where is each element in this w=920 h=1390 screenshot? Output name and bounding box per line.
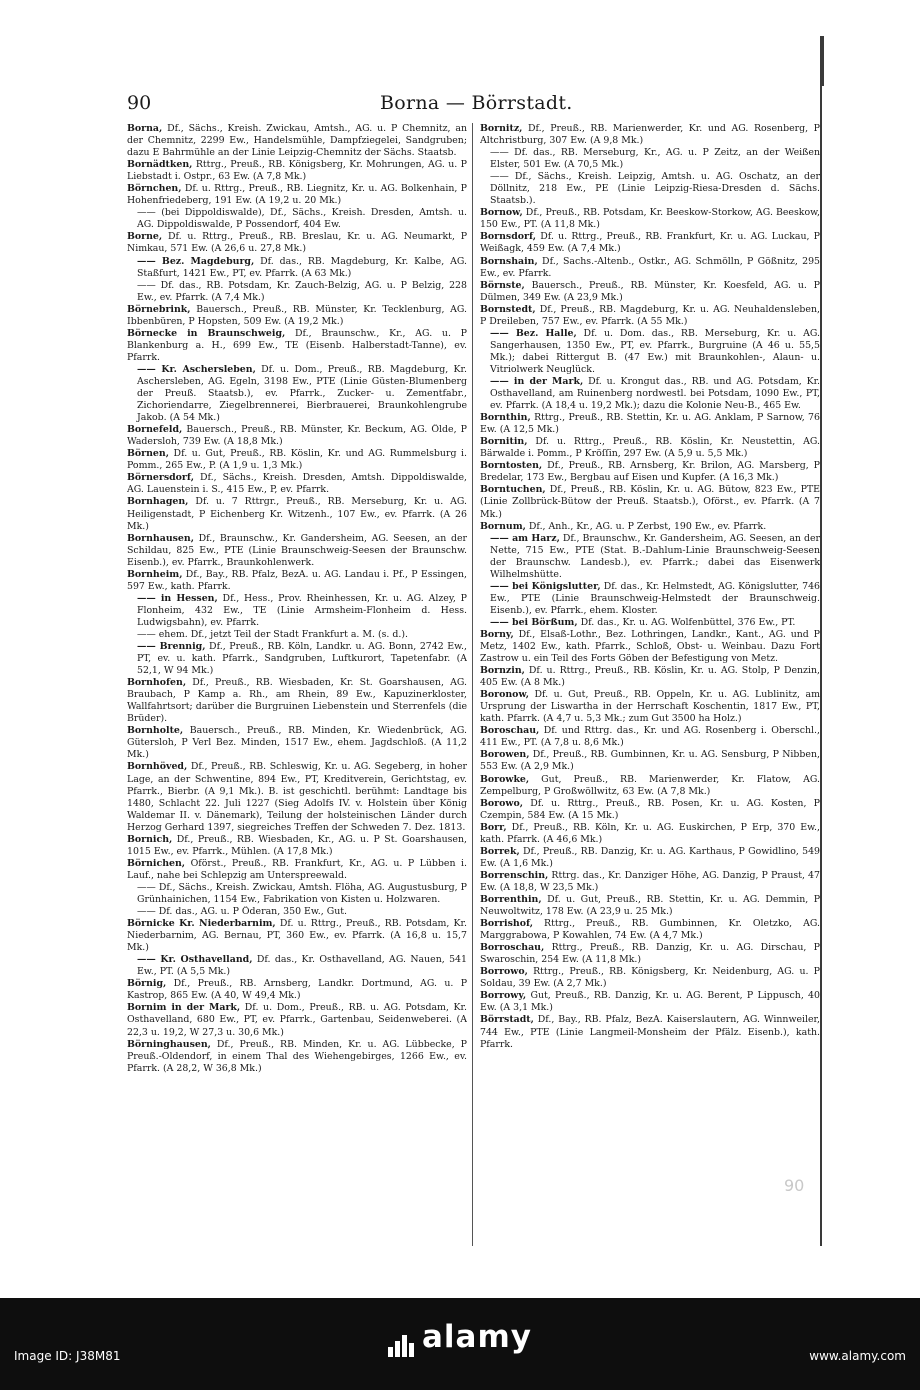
entry-headword: Bornhagen, <box>127 496 189 508</box>
entry-text: Gut, Preuß., RB. Marienwerder, Kr. Flatow, AG. Zempelburg, P Großwöllwitz, 63 Ew. (A 7,8 Mk.) <box>480 773 820 797</box>
dictionary-entry <box>127 207 467 231</box>
entry-text: Df. das., Kr. Osthavelland, AG. Nauen, 541 Ew., PT. (A 5,5 Mk.) <box>137 954 467 978</box>
entry-text: Df., Sächs., Kreish. Zwickau, Amtsh., AG. u. P Chemnitz, an der Chemnitz, 2299 Ew., Handelsmühle, Dampfziegelei, Sandgruben; dazu E Bahrmühle an der Linie Leipzig-Chemnitz der Sächs. Staatsb. <box>127 123 467 159</box>
entry-text: Gut, Preuß., RB. Danzig, Kr. u. AG. Berent, P Lippusch, 40 Ew. (A 3,1 Mk.) <box>480 990 820 1014</box>
entry-text: Bauersch., Preuß., RB. Münster, Kr. Beckum, AG. Ölde, P Wadersloh, 739 Ew. (A 18,8 Mk.) <box>127 424 467 448</box>
entry-text: Oförst., Preuß., RB. Frankfurt, Kr., AG. u. P Lübben i. Lauf., nahe bei Schlepzig am Unterspreewald. <box>127 857 467 881</box>
entry-text: Df. u. Rttrg., Preuß., RB. Breslau, Kr. u. AG. Neumarkt, P Nimkau, 571 Ew. (A 26,6 u. 27,8 Mk.) <box>127 231 467 255</box>
entry-headword: Bornich, <box>127 833 173 845</box>
entry-headword: Bornhofen, <box>127 677 187 689</box>
entry-text: Bauersch., Preuß., RB. Münster, Kr. Tecklenburg, AG. Ibbenbüren, P Hopsten, 509 Ew. (A 19,2 Mk.) <box>127 303 467 327</box>
dictionary-entry <box>480 846 820 870</box>
entry-headword: —— Kr. Aschersleben, <box>137 363 256 375</box>
entry-headword: Borny, <box>480 628 514 640</box>
entry-text: Bauersch., Preuß., RB. Minden, Kr. Wiedenbrück, AG. Gütersloh, P Verl Bez. Minden, 1517 Ew., ehem. Jagdschloß. (A 11,2 Mk.) <box>127 725 467 761</box>
dictionary-entry <box>127 472 467 496</box>
dictionary-entry <box>480 280 820 304</box>
entry-headword: Börrstadt, <box>480 1014 534 1026</box>
entry-headword: Borntuchen, <box>480 484 546 496</box>
entry-headword: Borr, <box>480 821 507 833</box>
dictionary-entry <box>480 123 820 147</box>
entry-text: Df., Preuß., RB. Minden, Kr. u. AG. Lübbecke, P Preuß.-Oldendorf, in einem Thal des Wiehengebirges, 1266 Ew., ev. Pfarrk. (A 28,2, W 36,8 Mk.) <box>127 1038 467 1074</box>
entry-headword: Borowo, <box>480 797 523 809</box>
dictionary-entry <box>480 171 820 207</box>
dictionary-entry <box>480 725 820 749</box>
entry-text: Df., Preuß., RB. Arnsberg, Kr. Brilon, AG. Marsberg, P Bredelar, 173 Ew., Bergbau auf Eisen und Kupfer. (A 16,3 Mk.) <box>480 460 820 484</box>
entry-text: Df., Braunschw., Kr. Gandersheim, AG. Seesen, an der Nette, 715 Ew., PTE (Stat. B.-Dahlum-Linie Braunschweig-Seesen der Braunschw. Landesb.), ev. Pfarrk.; dabei das Eisenwerk Wilhelmshütte. <box>490 532 820 580</box>
entry-headword: Bornum, <box>480 520 526 532</box>
left-column <box>127 123 467 1075</box>
entry-text: Df. u. Dom., Preuß., RB. Magdeburg, Kr. Aschersleben, AG. Egeln, 3198 Ew., PTE (Linie Güsten-Blumenberg der Preuß. Staatsb.), ev. Pfarrk., Zucker- u. Zementfabr., Zichoriendarre, Ziegelbrennerei, Bierbrauerei, Braunkohlengrube Jakob. (A 54 Mk.) <box>137 363 467 424</box>
entry-text: Df., Preuß., RB. Schleswig, Kr. u. AG. Segeberg, in hoher Lage, an der Schwentine, 894 Ew., PT, Kreditverein, Gerichtstag, ev. Pfarrk., Bierbr. (A 9,1 Mk.). B. ist geschichtl. berühmt: Landtage bis 1480, Schlacht 22. Juli 1227 (Sieg Adolfs IV. v. Holstein über König Waldemar II. v. Dänemark), Teilung der holsteinischen Länder durch Herzog Gerhard 1397, siegreiches Treffen der Schweden 7. Dez. 1813. <box>127 761 467 833</box>
entry-text: —— Df., Sächs., Kreish. Zwickau, Amtsh. Flöha, AG. Augustusburg, P Grünhainichen, 1154 Ew., Fabrikation von Kisten u. Holzwaren. <box>137 881 467 905</box>
dictionary-entry <box>480 484 820 520</box>
dictionary-entry <box>480 1014 820 1050</box>
dictionary-entry <box>127 256 467 280</box>
entry-text: Df. u. Gut, Preuß., RB. Oppeln, Kr. u. AG. Lublinitz, am Ursprung der Liswartha in der Herrschaft Koschentin, 1817 Ew., PT, kath. Pfarrk. (A 4,7 u. 5,3 Mk.; zum Gut 3500 ha Holz.) <box>480 689 820 725</box>
entry-text: Df., Hess., Prov. Rheinhessen, Kr. u. AG. Alzey, P Flonheim, 432 Ew., TE (Linie Armsheim-Flonheim d. Hess. Ludwigsbahn), ev. Pfarrk. <box>137 592 467 628</box>
entry-headword: Bornitz, <box>480 123 523 134</box>
dictionary-entry <box>127 882 467 906</box>
entry-text: Df., Braunschw., Kr., AG. u. P Blankenburg a. H., 699 Ew., TE (Eisenb. Halberstadt-Tanne), ev. Pfarrk. <box>127 327 467 363</box>
entry-headword: Bornhöved, <box>127 761 188 773</box>
entry-headword: Börnichen, <box>127 857 186 869</box>
entry-headword: Bornitin, <box>480 436 528 448</box>
dictionary-entry <box>480 256 820 280</box>
dictionary-entry <box>127 593 467 629</box>
dictionary-entry <box>480 629 820 665</box>
dictionary-entry <box>127 183 467 207</box>
dictionary-entry <box>480 689 820 725</box>
entry-text: Df., Sächs., Kreish. Dresden, Amtsh. Dippoldiswalde, AG. Lauenstein i. S., 415 Ew., P, ev. Pfarrk. <box>127 472 467 496</box>
entry-headword: Bornthin, <box>480 412 531 424</box>
dictionary-entry <box>127 954 467 978</box>
dictionary-entry <box>480 798 820 822</box>
entry-text: Df., Preuß., RB. Potsdam, Kr. Beeskow-Storkow, AG. Beeskow, 150 Ew., PT. (A 11,8 Mk.) <box>480 207 820 231</box>
dictionary-entry <box>127 159 467 183</box>
dictionary-entry <box>127 569 467 593</box>
dictionary-entry <box>127 761 467 833</box>
running-title: Borna — Börrstadt. <box>380 92 573 114</box>
dictionary-entry <box>127 918 467 954</box>
entry-headword: Börnste, <box>480 279 525 291</box>
entry-text: Df., Preuß., RB. Danzig, Kr. u. AG. Karthaus, P Gowidlino, 549 Ew. (A 1,6 Mk.) <box>480 845 820 869</box>
entry-text: Df. und Rttrg. das., Kr. und AG. Rosenberg i. Oberschl., 411 Ew., PT. (A 7,8 u. 8,6 Mk.) <box>480 725 820 749</box>
entry-headword: Bornholte, <box>127 725 184 737</box>
entry-text: Df., Preuß., RB. Magdeburg, Kr. u. AG. Neuhaldensleben, P Dreileben, 757 Ew., ev. Pfarrk. (A 55 Mk.) <box>480 303 820 327</box>
dictionary-entry <box>480 521 820 533</box>
dictionary-entry <box>127 123 467 159</box>
dictionary-entry <box>127 725 467 761</box>
dictionary-entry <box>480 870 820 894</box>
entry-text: —— ehem. Df., jetzt Teil der Stadt Frankfurt a. M. (s. d.). <box>137 628 408 640</box>
dictionary-entry <box>480 822 820 846</box>
entry-headword: —— bei Königslutter, <box>490 580 601 592</box>
entry-headword: —— Kr. Osthavelland, <box>137 954 253 966</box>
dictionary-entry <box>480 918 820 942</box>
entry-headword: Börnig, <box>127 978 167 990</box>
dictionary-entry <box>127 858 467 882</box>
entry-text: Df., Bay., RB. Pfalz, BezA. Kaiserslautern, AG. Winnweiler, 744 Ew., PTE (Linie Langmeil-Monsheim der Pfälz. Eisenb.), kath. Pfarrk. <box>480 1014 820 1050</box>
dictionary-entry <box>127 364 467 424</box>
entry-text: Rttrg., Preuß., RB. Königsberg, Kr. Neidenburg, AG. u. P Soldau, 39 Ew. (A 2,7 Mk.) <box>480 966 820 990</box>
dictionary-entry <box>127 906 467 918</box>
entry-text: Df. das., RB. Magdeburg, Kr. Kalbe, AG. Staßfurt, 1421 Ew., PT, ev. Pfarrk. (A 63 Mk.) <box>137 255 467 279</box>
dictionary-entry <box>480 412 820 436</box>
dictionary-entry <box>127 280 467 304</box>
dictionary-entry <box>127 304 467 328</box>
entry-text: —— Df. das., RB. Potsdam, Kr. Zauch-Belzig, AG. u. P Belzig, 228 Ew., ev. Pfarrk. (A 7,4 Mk.) <box>137 279 467 303</box>
entry-headword: —— am Harz, <box>490 532 560 544</box>
entry-headword: —— Bez. Halle, <box>490 327 577 339</box>
entry-text: Df. u. Rttrg., Preuß., RB. Köslin, Kr. Neustettin, AG. Bärwalde i. Pomm., P Kröſſin, 297 Ew. (A 5,9 u. 5,5 Mk.) <box>480 436 820 460</box>
entry-headword: Bornim in der Mark, <box>127 1002 241 1014</box>
entry-headword: Borne, <box>127 231 163 243</box>
dictionary-entry <box>480 617 820 629</box>
site-url: www.alamy.com <box>809 1349 906 1363</box>
dictionary-entry <box>480 942 820 966</box>
entry-headword: Bornefeld, <box>127 424 183 436</box>
entry-headword: Borrowy, <box>480 990 527 1002</box>
entry-headword: Bornshain, <box>480 255 538 267</box>
entry-headword: —— bei Börßum, <box>490 616 578 628</box>
dictionary-entry <box>127 424 467 448</box>
entry-text: Rttrg., Preuß., RB. Gumbinnen, Kr. Oletzko, AG. Marggrabowa, P Kowahlen, 74 Ew. (A 4,7 Mk.) <box>480 918 820 942</box>
entry-text: Df. u. Gut, Preuß., RB. Stettin, Kr. u. AG. Demmin, P Neuwoltwitz, 178 Ew. (A 23,9 u. 25 Mk.) <box>480 894 820 918</box>
entry-headword: Börnchen, <box>127 183 182 195</box>
entry-text: Rttrg. das., Kr. Danziger Höhe, AG. Danzig, P Praust, 47 Ew. (A 18,8, W 23,5 Mk.) <box>480 869 820 893</box>
entry-text: —— (bei Dippoldiswalde), Df., Sächs., Kreish. Dresden, Amtsh. u. AG. Dippoldiswalde, P Possendorf, 404 Ew. <box>137 207 467 231</box>
entry-text: Df. u. Rttrg., Preuß., RB. Potsdam, Kr. Niederbarnim, AG. Bernau, PT, 360 Ew., ev. Pfarrk. (A 16,8 u. 15,7 Mk.) <box>127 918 467 954</box>
entry-headword: —— in Hessen, <box>137 592 218 604</box>
entry-headword: Börnicke Kr. Niederbarnim, <box>127 918 276 930</box>
entry-text: Df., Preuß., RB. Marienwerder, Kr. und AG. Rosenberg, P Altchristburg, 307 Ew. (A 9,8 Mk.) <box>480 123 820 147</box>
entry-text: Df. u. Dom. das., RB. Merseburg, Kr. u. AG. Sangerhausen, 1350 Ew., PT, ev. Pfarrk., Burgruine (A 46 u. 55,5 Mk.); dabei Rittergut B. (47 Ew.) mit Braunkohlen-, Alaun- u. Vitriolwerk Neuglück. <box>490 327 820 375</box>
dictionary-entry <box>480 533 820 581</box>
entry-text: Df. u. 7 Rttrgr., Preuß., RB. Merseburg, Kr. u. AG. Heiligenstadt, P Eichenberg Kr. Witzenh., 107 Ew., ev. Pfarrk. (A 26 Mk.) <box>127 496 467 532</box>
entry-text: Rttrg., Preuß., RB. Stettin, Kr. u. AG. Anklam, P Sarnow, 76 Ew. (A 12,5 Mk.) <box>480 412 820 436</box>
entry-text: Df., Braunschw., Kr. Gandersheim, AG. Seesen, an der Schildau, 825 Ew., PTE (Linie Braunschweig-Seesen der Braunschw. Eisenb.), ev. Pfarrk., Braunkohlenwerk. <box>127 532 467 568</box>
entry-text: —— Df., Sächs., Kreish. Leipzig, Amtsh. u. AG. Oschatz, an der Döllnitz, 218 Ew., PE (Linie Leipzig-Riesa-Dresden d. Sächs. Staatsb.). <box>490 171 820 207</box>
brand-bars-icon <box>388 1321 416 1357</box>
dictionary-entry <box>127 978 467 1002</box>
dictionary-entry <box>480 990 820 1014</box>
entry-headword: Bornheim, <box>127 568 183 580</box>
entry-headword: Börnecke in Braunschweig, <box>127 327 286 339</box>
dictionary-entry <box>480 328 820 376</box>
entry-text: Df. das., Kr. Helmstedt, AG. Königslutter, 746 Ew., PTE (Linie Braunschweig-Helmstedt der Braunschweig. Eisenb.), ev. Pfarrk., ehem. Kloster. <box>490 580 820 616</box>
dictionary-entry <box>480 966 820 990</box>
entry-text: Df. u. Gut, Preuß., RB. Köslin, Kr. und AG. Rummelsburg i. Pomm., 265 Ew., P. (A 1,9 u. 1,3 Mk.) <box>127 448 467 472</box>
right-column <box>480 123 820 1051</box>
entry-text: Df. das., Kr. u. AG. Wolfenbüttel, 376 Ew., PT. <box>577 616 796 628</box>
dictionary-entry <box>480 894 820 918</box>
entry-text: Rttrg., Preuß., RB. Danzig, Kr. u. AG. Dirschau, P Swaroschin, 254 Ew. (A 11,8 Mk.) <box>480 942 820 966</box>
entry-text: Df., Bay., RB. Pfalz, BezA. u. AG. Landau i. Pf., P Essingen, 597 Ew., kath. Pfarrk. <box>127 568 467 592</box>
entry-text: Df., Anh., Kr., AG. u. P Zerbst, 190 Ew., ev. Pfarrk. <box>525 520 767 532</box>
dictionary-entry <box>127 328 467 364</box>
entry-headword: Börnersdorf, <box>127 472 194 484</box>
entry-headword: Bornädtken, <box>127 159 193 171</box>
dictionary-entry <box>480 147 820 171</box>
dictionary-entry <box>127 677 467 725</box>
page-number: 90 <box>127 92 152 114</box>
entry-text: Df. u. Rttrg., Preuß., RB. Frankfurt, Kr. u. AG. Luckau, P Weißagk, 459 Ew. (A 7,4 Mk.) <box>480 231 820 255</box>
dictionary-entry <box>127 496 467 532</box>
dictionary-entry <box>127 1002 467 1038</box>
page-edge-line <box>820 36 822 1246</box>
dictionary-entry <box>480 774 820 798</box>
entry-headword: Borrowo, <box>480 966 528 978</box>
entry-text: Df., Preuß., RB. Köln, Kr. u. AG. Euskirchen, P Erp, 370 Ew., kath. Pfarrk. (A 46,6 Mk.) <box>480 821 820 845</box>
dictionary-entry <box>480 460 820 484</box>
entry-text: —— Df. das., AG. u. P Öderan, 350 Ew., Gut. <box>137 906 348 918</box>
entry-headword: Boronow, <box>480 689 530 701</box>
dictionary-entry <box>127 533 467 569</box>
dictionary-entry <box>480 436 820 460</box>
entry-text: Df. u. Rttrg., Preuß., RB. Köslin, Kr. u. AG. Stolp, P Denzin, 405 Ew. (A 8 Mk.) <box>480 665 820 689</box>
entry-text: Df. u. Rttrg., Preuß., RB. Liegnitz, Kr. u. AG. Bolkenhain, P Hohenfriedeberg, 191 Ew. (A 19,2 u. 20 Mk.) <box>127 183 467 207</box>
entry-text: —— Df. das., RB. Merseburg, Kr., AG. u. P Zeitz, an der Weißen Elster, 501 Ew. (A 70,5 Mk.) <box>490 147 820 171</box>
dictionary-entry <box>480 304 820 328</box>
entry-text: Df., Preuß., RB. Gumbinnen, Kr. u. AG. Sensburg, P Nibben, 553 Ew. (A 2,9 Mk.) <box>480 749 820 773</box>
entry-headword: —— in der Mark, <box>490 375 584 387</box>
entry-text: Bauersch., Preuß., RB. Münster, Kr. Koesfeld, AG. u. P Dülmen, 349 Ew. (A 23,9 Mk.) <box>480 279 820 303</box>
entry-headword: Bornow, <box>480 207 523 219</box>
image-id: Image ID: J38M81 <box>14 1349 121 1363</box>
dictionary-entry <box>127 231 467 255</box>
entry-headword: —— Bez. Magdeburg, <box>137 255 255 267</box>
entry-headword: Bornstedt, <box>480 303 536 315</box>
dictionary-entry <box>480 376 820 412</box>
dictionary-entry <box>127 1039 467 1075</box>
dictionary-entry <box>127 641 467 677</box>
entry-headword: —— Brennig, <box>137 641 206 653</box>
dictionary-entry <box>127 448 467 472</box>
entry-headword: Borntosten, <box>480 460 543 472</box>
dictionary-entry <box>480 665 820 689</box>
dictionary-entry <box>480 749 820 773</box>
dictionary-entry <box>127 834 467 858</box>
entry-headword: Bornsdorf, <box>480 231 537 243</box>
entry-headword: Borrenthin, <box>480 894 542 905</box>
entry-headword: Börnen, <box>127 448 169 460</box>
entry-headword: Borowen, <box>480 749 530 761</box>
entry-headword: Borrenschin, <box>480 869 549 881</box>
entry-headword: Börninghausen, <box>127 1038 211 1050</box>
brand-name: alamy <box>422 1319 532 1355</box>
dictionary-entry <box>480 231 820 255</box>
dictionary-entry <box>127 629 467 641</box>
entry-headword: Bornhausen, <box>127 532 194 544</box>
entry-headword: Borrishof, <box>480 918 534 930</box>
entry-headword: Borna, <box>127 123 163 134</box>
brand-logo <box>0 1319 920 1357</box>
column-divider <box>472 123 473 1246</box>
entry-text: Df., Preuß., RB. Köln, Landkr. u. AG. Bonn, 2742 Ew., PT, ev. u. kath. Pfarrk., Sandgruben, Luftkurort, Tapetenfabr. (A 52,1, W 94 Mk.) <box>137 641 467 677</box>
entry-text: Rttrg., Preuß., RB. Königsberg, Kr. Mohrungen, AG. u. P Liebstadt i. Ostpr., 63 Ew. (A 7,8 Mk.) <box>127 159 467 183</box>
entry-headword: Borroschau, <box>480 942 545 954</box>
entry-headword: Boroschau, <box>480 725 540 737</box>
entry-headword: Borowke, <box>480 773 530 785</box>
entry-text: Df., Preuß., RB. Köslin, Kr. u. AG. Bütow, 823 Ew., PTE (Linie Zollbrück-Bütow der Preuß. Staatsb.), Oförst., ev. Pfarrk. (A 7 Mk.) <box>480 484 820 520</box>
entry-text: Df. u. Krongut das., RB. und AG. Potsdam, Kr. Osthavelland, am Ruinenberg nordwestl. bei Potsdam, 1090 Ew., PT, ev. Pfarrk. (A 18,4 u. 19,2 Mk.); dazu die Kolonie Neu-B., 465 Ew. <box>490 375 820 412</box>
entry-text: Df., Preuß., RB. Wiesbaden, Kr. St. Goarshausen, AG. Braubach, P Kamp a. Rh., am Rhein, 89 Ew., Kapuzinerkloster, Wallfahrtsort; darüber die Burgruinen Liebenstein und Sterrenfels (die Brüder). <box>127 677 467 725</box>
entry-text: Df., Elsaß-Lothr., Bez. Lothringen, Landkr., Kant., AG. und P Metz, 1402 Ew., kath. Pfarrk., Schloß, Obst- u. Weinbau. Dazu Fort Zastrow u. ein Teil des Forts Göben der Befestigung von Metz. <box>480 628 820 665</box>
dictionary-entry <box>480 207 820 231</box>
entry-text: Df. u. Rttrg., Preuß., RB. Posen, Kr. u. AG. Kosten, P Czempin, 584 Ew. (A 15 Mk.) <box>480 797 820 821</box>
entry-headword: Börnebrink, <box>127 303 191 315</box>
entry-text: Df., Preuß., RB. Wiesbaden, Kr., AG. u. P St. Goarshausen, 1015 Ew., ev. Pfarrk., Mühlen. (A 17,8 Mk.) <box>127 833 467 857</box>
entry-headword: Bornzin, <box>480 665 525 677</box>
entry-text: Df., Preuß., RB. Arnsberg, Landkr. Dortmund, AG. u. P Kastrop, 865 Ew. (A 40, W 49,4 Mk.) <box>127 978 467 1002</box>
entry-headword: Borrek, <box>480 845 520 857</box>
faint-page-stamp: 90 <box>784 1176 805 1195</box>
page-edge-tick <box>816 36 824 86</box>
entry-text: Df., Sachs.-Altenb., Ostkr., AG. Schmölln, P Gößnitz, 295 Ew., ev. Pfarrk. <box>480 255 820 279</box>
entry-text: Df. u. Dom., Preuß., RB. u. AG. Potsdam, Kr. Osthavelland, 680 Ew., PT, ev. Pfarrk., Gartenbau, Seidenweberei. (A 22,3 u. 19,2, W 27,3 u. 30,6 Mk.) <box>127 1002 467 1038</box>
dictionary-entry <box>480 581 820 617</box>
